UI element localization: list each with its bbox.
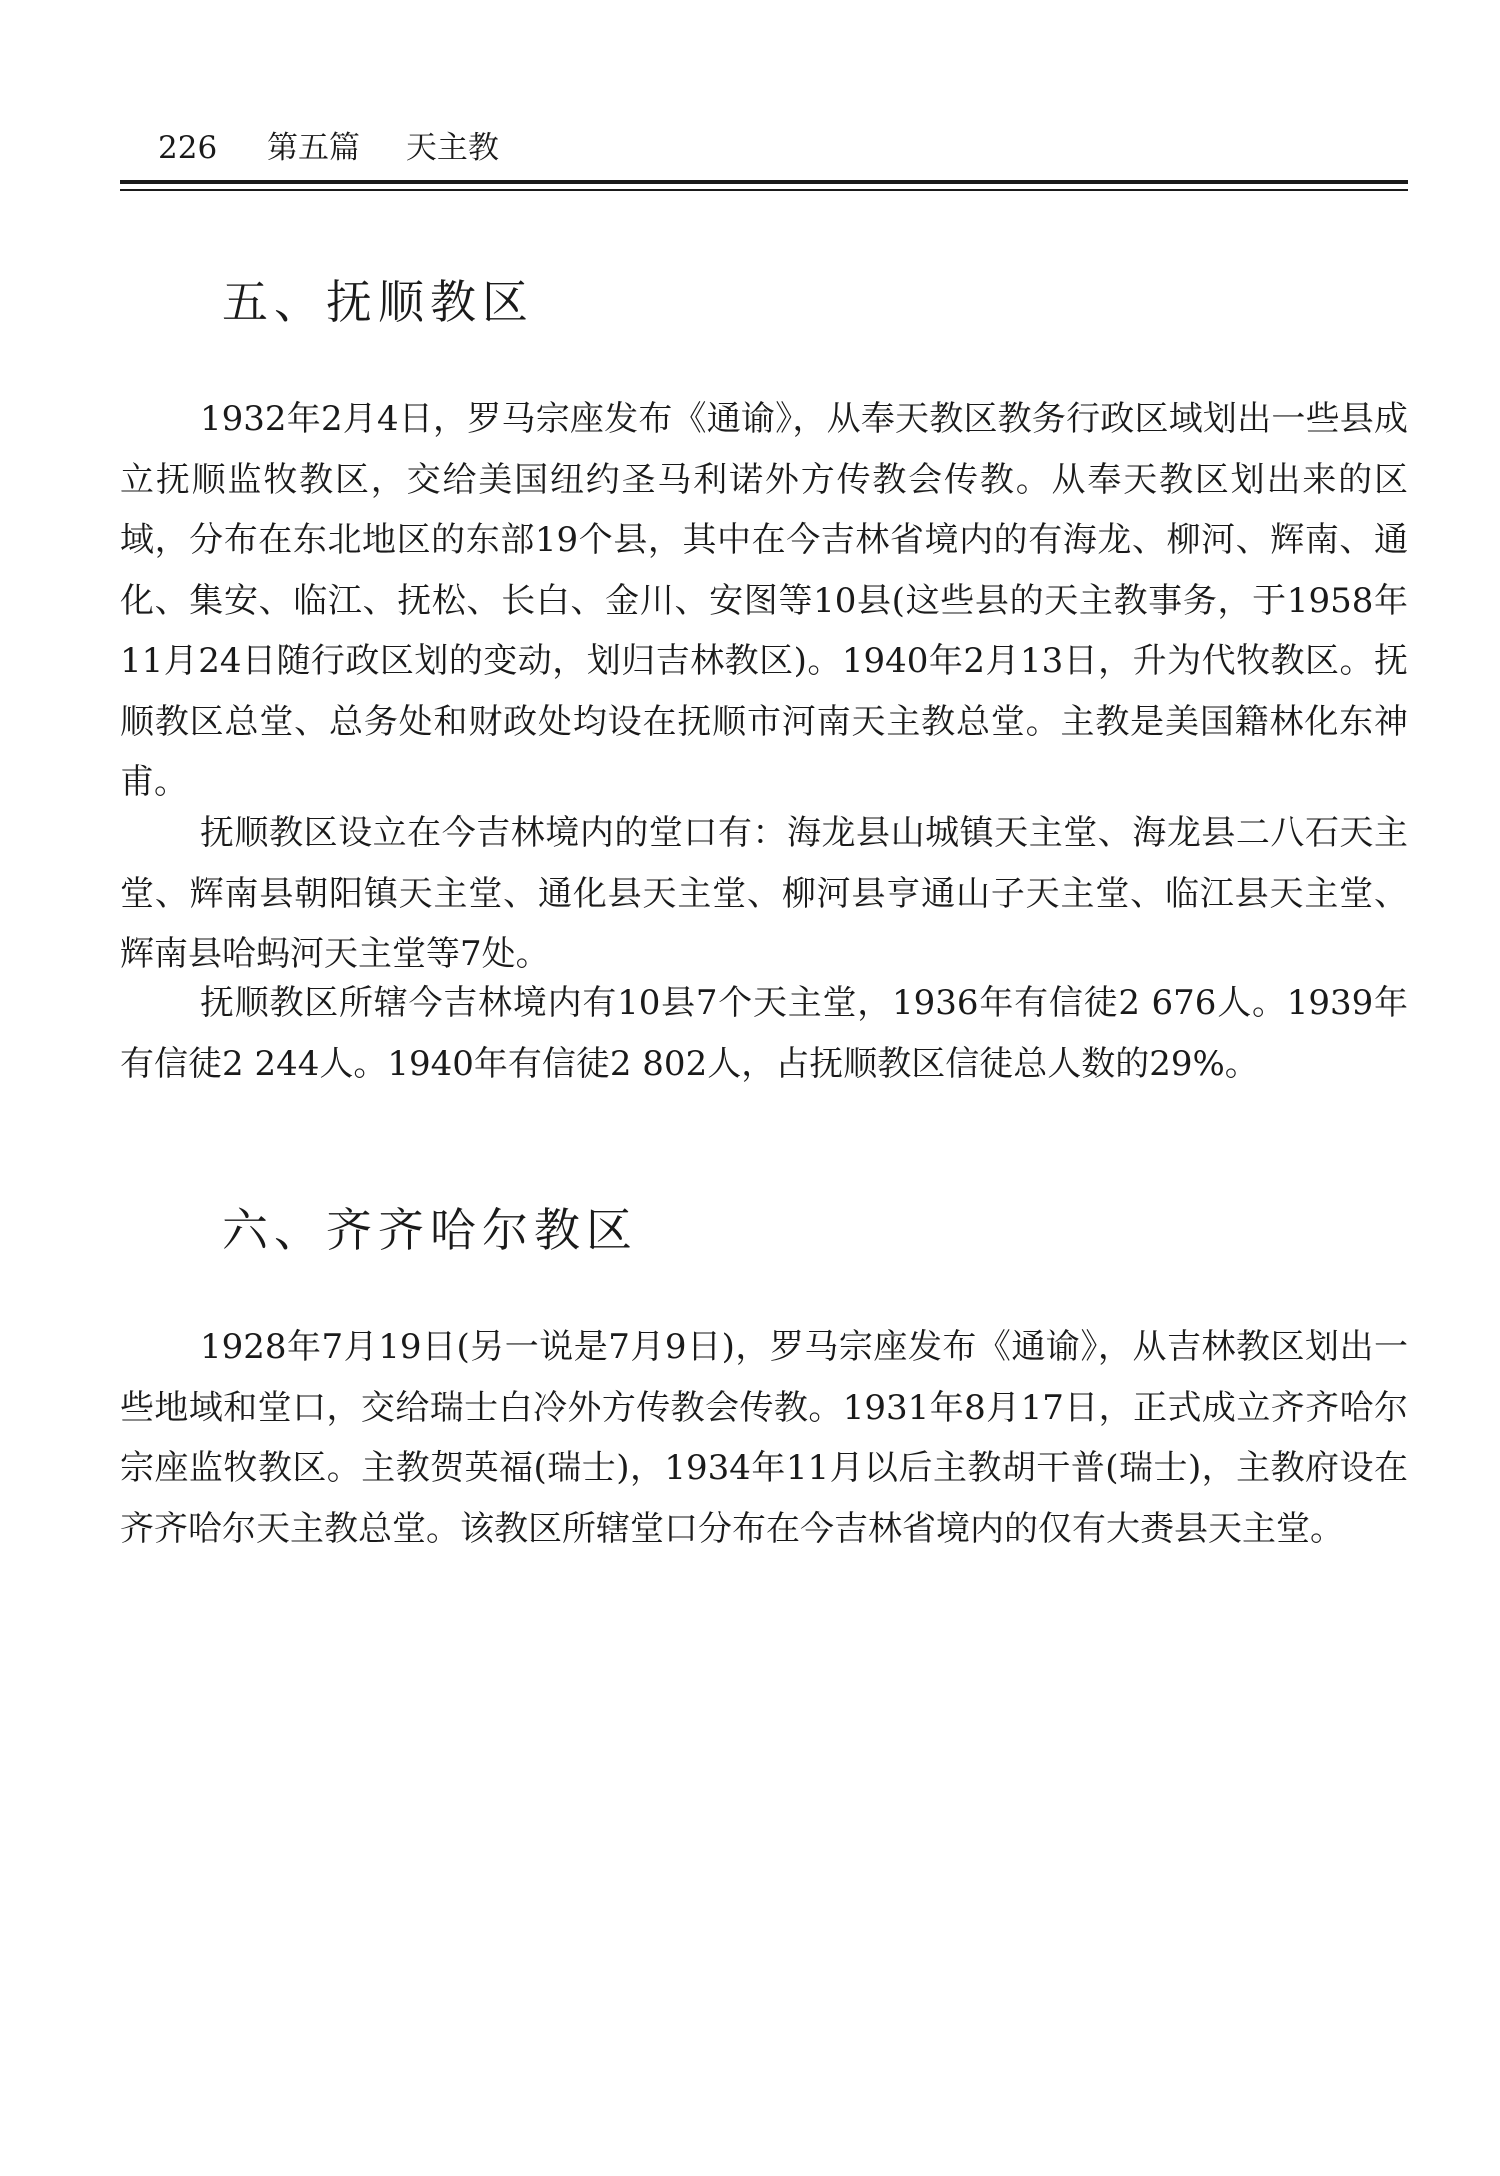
part-title: 第五篇 <box>267 130 361 166</box>
header-rule-thin <box>120 189 1408 191</box>
paragraph-qiqihar-history: 1928年7月19日(另一说是7月9日)，罗马宗座发布《通谕》，从吉林教区划出一些地域和堂口，交给瑞士白冷外方传教会传教。1931年8月17日，正式成立齐齐哈尔宗座监牧教区。主教贺英福(瑞士)，1934年11月以后主教胡干普(瑞士)，主教府设在齐齐哈尔天主教总堂。该教区所辖堂口分布在今吉林省境内的仅有大赉县天主堂。 <box>120 1327 1408 1549</box>
header-rule-thick <box>120 180 1408 184</box>
running-head <box>158 128 499 168</box>
paragraph-fushun-believers: 抚顺教区所辖今吉林境内有10县7个天主堂，1936年有信徒2 676人。1939年有信徒2 244人。1940年有信徒2 802人，占抚顺教区信徒总人数的29%。 <box>120 983 1408 1084</box>
chapter-title: 天主教 <box>405 130 499 166</box>
section-heading-fushun: 五、抚顺教区 <box>222 275 534 329</box>
paragraph-fushun-churches: 抚顺教区设立在今吉林境内的堂口有：海龙县山城镇天主堂、海龙县二八石天主堂、辉南县朝阳镇天主堂、通化县天主堂、柳河县亨通山子天主堂、临江县天主堂、辉南县哈蚂河天主堂等7处。 <box>120 813 1408 974</box>
section-heading-qiqihar: 六、齐齐哈尔教区 <box>222 1203 638 1257</box>
paragraph-fushun-history: 1932年2月4日，罗马宗座发布《通谕》，从奉天教区教务行政区域划出一些县成立抚顺监牧教区，交给美国纽约圣马利诺外方传教会传教。从奉天教区划出来的区域，分布在东北地区的东部19个县，其中在今吉林省境内的有海龙、柳河、辉南、通化、集安、临江、抚松、长白、金川、安图等10县(这些县的天主教事务，于1958年11月24日随行政区划的变动，划归吉林教区)。1940年2月13日，升为代牧教区。抚顺教区总堂、总务处和财政处均设在抚顺市河南天主教总堂。主教是美国籍林化东神甫。 <box>120 399 1408 802</box>
page-number: 226 <box>158 130 218 166</box>
